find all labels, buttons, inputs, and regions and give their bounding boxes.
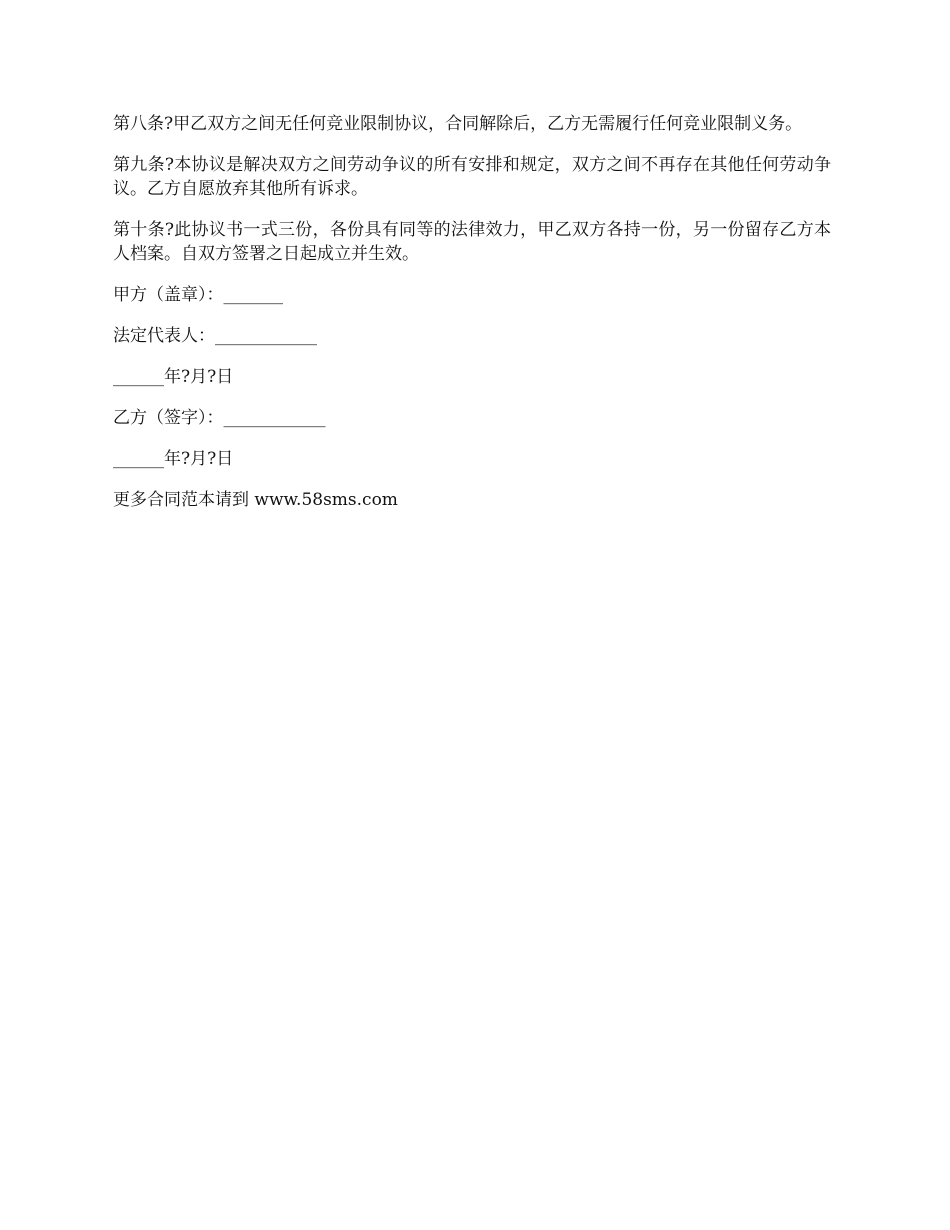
party-a-date-line: ______年?月?日 [113,367,234,387]
article-8: 第八条?甲乙双方之间无任何竞业限制协议，合同解除后，乙方无需履行任何竞业限制义务。 [113,114,803,134]
party-b-signature-line: 乙方（签字）：____________ [113,408,326,428]
document-body [113,112,831,529]
legal-representative-line: 法定代表人：____________ [113,326,317,346]
party-a-seal-line: 甲方（盖章）：_______ [113,285,283,305]
footer-note: 更多合同范本请到 www.58sms.com [113,490,398,510]
article-9: 第九条?本协议是解决双方之间劳动争议的所有安排和规定，双方之间不再存在其他任何劳动争议。乙方自愿放弃其他所有诉求。 [113,155,831,199]
article-10: 第十条?此协议书一式三份，各份具有同等的法律效力，甲乙双方各持一份，另一份留存乙方本人档案。自双方签署之日起成立并生效。 [113,220,831,264]
party-b-date-line: ______年?月?日 [113,449,234,469]
